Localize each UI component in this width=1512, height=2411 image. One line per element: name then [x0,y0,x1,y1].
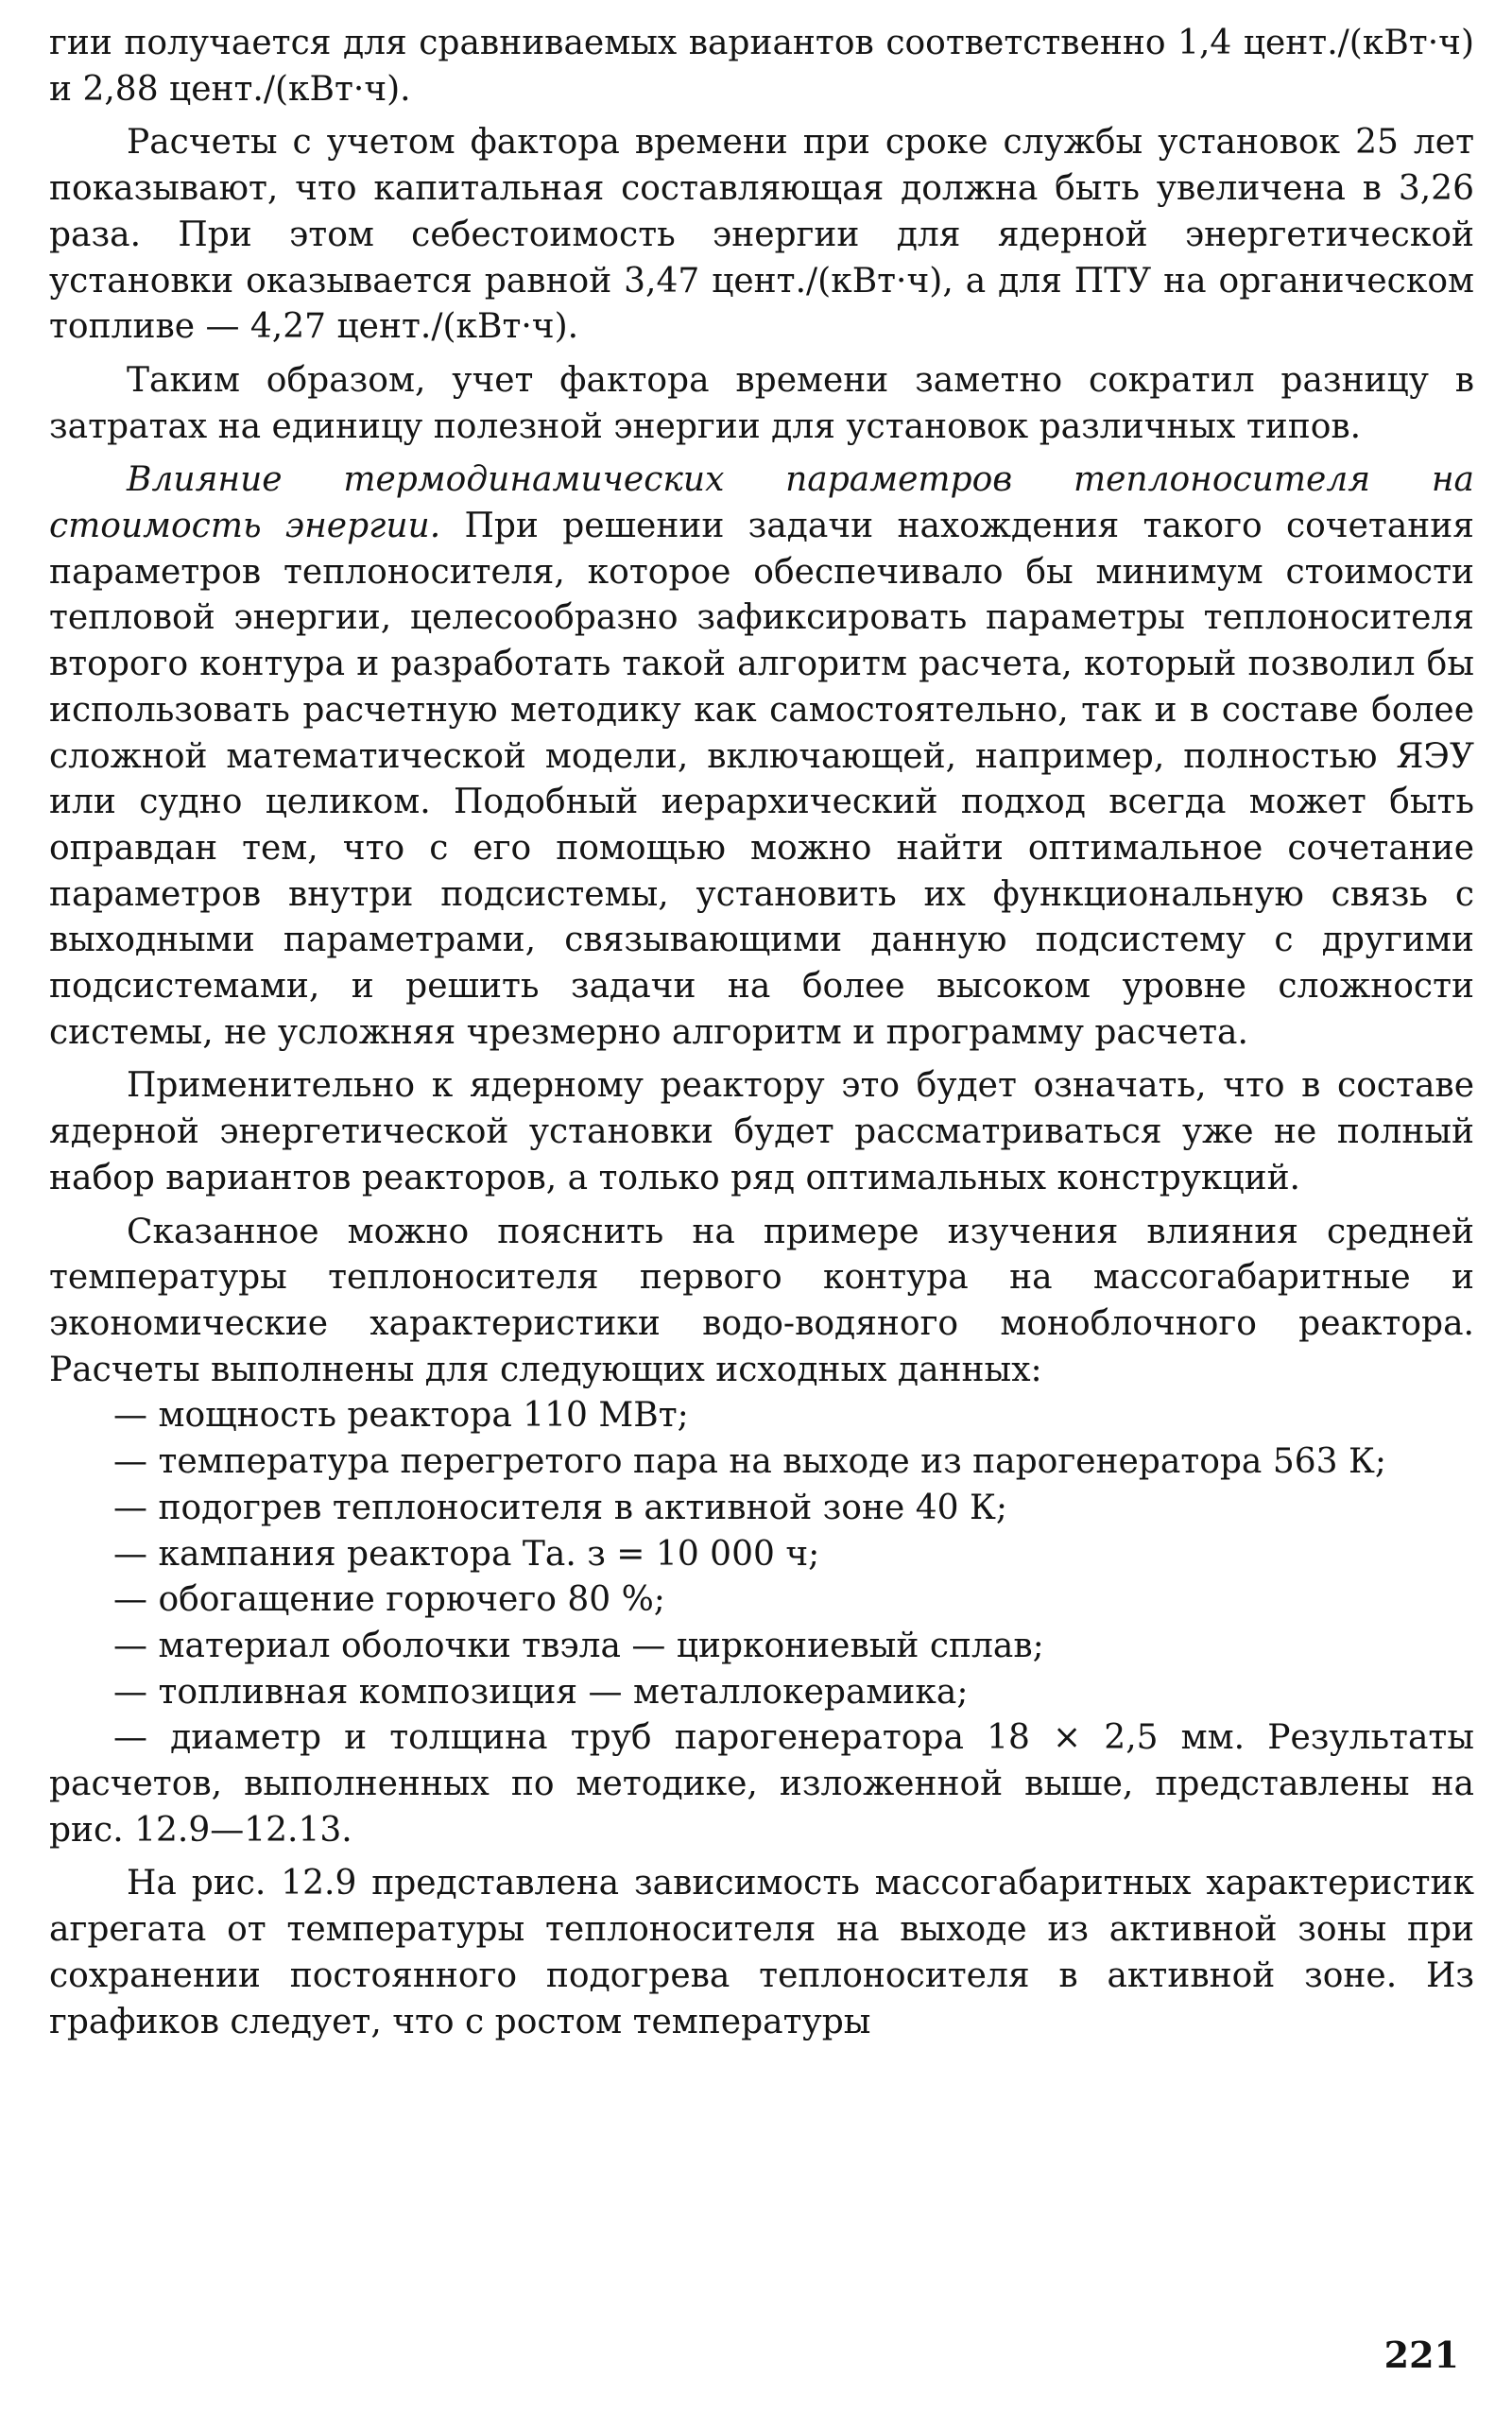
list-item-coolant-heating: — подогрев теплоносителя в активной зоне 40 К; [49,1486,1474,1532]
list-item-cladding-material: — материал оболочки твэла — циркониевый сплав; [49,1624,1474,1670]
list-item-fuel-enrichment: — обогащение горючего 80 %; [49,1577,1474,1624]
list-item-reactor-campaign: — кампания реактора Tа. з = 10 000 ч; [49,1532,1474,1578]
list-item-fuel-composition: — топливная композиция — металлокерамика; [49,1670,1474,1716]
paragraph-reactor-application: Применительно к ядерному реактору это будет означать, что в составе ядерной энергетической установки будет рассматриваться уже не полный набор вариантов реакторов, а только ряд оптимальных конструкций. [49,1066,1474,1197]
section-lead-body: При решении задачи нахождения такого сочетания параметров теплоносителя, которое обеспечивало бы минимум стоимости тепловой энергии, целесообразно зафиксировать параметры теплоносителя второго контура и разработать такой алгоритм расчета, который позволил бы использовать расчетную методику как самостоятельно, так и в составе более сложной математической модели, включающей, например, полностью ЯЭУ или судно целиком. Подобный иерархический подход всегда может быть оправдан тем, что с его помощью можно найти оптимальное сочетание параметров внутри подсистемы, установить их функциональную связь с выходными параметрами, связывающими данную подсистему с другими подсистемами, и решить задачи на более высоком уровне сложности системы, не усложняя чрезмерно алгоритм и программу расчета. [49,507,1474,1052]
paragraph-figure-discussion: На рис. 12.9 представлена зависимость массогабаритных характеристик агрегата от температуры теплоносителя на выходе из активной зоны при сохранении постоянного подогрева теплоносителя в активной зоне. Из графиков следует, что с ростом температуры [49,1864,1474,2041]
paragraph-example-intro: Сказанное можно пояснить на примере изучения влияния средней температуры теплоносителя первого контура на массогабаритные и экономические характеристики водо-водяного моноблочного реактора. Расчеты выполнены для следующих исходных данных: [49,1212,1474,1389]
paragraph-time-factor: Расчеты с учетом фактора времени при сроке службы установок 25 лет показывают, что капитальная составляющая должна быть увеличена в 3,26 раза. При этом себестоимость энергии для ядерной энергетической установки оказывается равной 3,47 цент./(кВт·ч), а для ПТУ на органическом топливе — 4,27 цент./(кВт·ч). [49,123,1474,347]
list-item-tube-dimensions: — диаметр и толщина труб парогенератора 18 × 2,5 мм. Результаты расчетов, выполненных по методике, изложенной выше, представлены на рис. 12.9—12.13. [49,1715,1474,1853]
paragraph-conclusion: Таким образом, учет фактора времени заметно сократил разницу в затратах на единицу полезной энергии для установок различных типов. [49,360,1474,446]
page-number: 221 [1383,2334,1459,2376]
paragraph-continuation: гии получается для сравниваемых вариантов соответственно 1,4 цент./(кВт·ч) и 2,88 цент./(кВт·ч). [49,24,1474,109]
list-item-power: — мощность реактора 110 МВт; [49,1393,1474,1439]
section-lead-heading: Влияние термодинамических параметров теплоносителя на стоимость энергии. [49,460,1474,546]
list-item-steam-temperature: — температура перегретого пара на выходе из парогенератора 563 К; [49,1439,1474,1486]
input-data-list [49,1393,1474,1853]
paragraph-thermodynamic-influence [49,457,1474,1056]
